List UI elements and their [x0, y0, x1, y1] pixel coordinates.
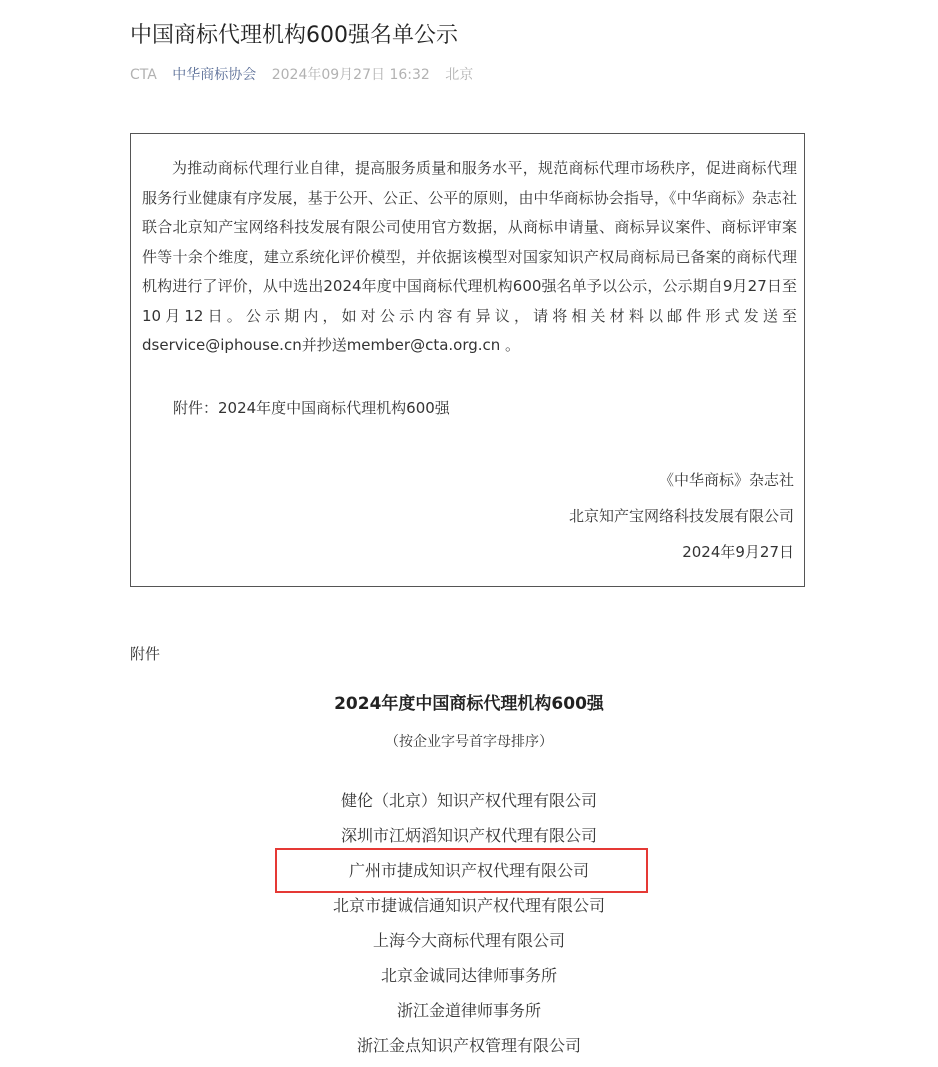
- company-item: 北京金诚同达律师事务所: [380, 966, 557, 985]
- list-subtitle: （按企业字号首字母排序）: [385, 734, 553, 750]
- signature-magazine: 《中华商标》杂志社: [658, 471, 794, 489]
- company-item: 健伦（北京）知识产权代理有限公司: [340, 791, 597, 810]
- company-item: 浙江金点知识产权管理有限公司: [356, 1036, 581, 1055]
- company-list: [0, 787, 938, 1067]
- attachment-label: 附件: [130, 645, 161, 663]
- company-item: 北京市捷诚信通知识产权代理有限公司: [332, 896, 605, 915]
- publish-location: 北京: [445, 67, 474, 83]
- article-title: 中国商标代理机构600强名单公示: [130, 23, 458, 48]
- company-item: 上海今大商标代理有限公司: [372, 931, 565, 950]
- signature-date: 2024年9月27日: [682, 543, 794, 561]
- account-name-link[interactable]: 中华商标协会: [172, 67, 257, 83]
- signature-company: 北京知产宝网络科技发展有限公司: [568, 507, 794, 525]
- company-item-highlighted: 广州市捷成知识产权代理有限公司: [348, 861, 589, 880]
- notice-body-text: 为推动商标代理行业自律，提高服务质量和服务水平，规范商标代理市场秩序，促进商标代理服务行业健康有序发展，基于公开、公正、公平的原则，由中华商标协会指导，《中华商标》杂志社联合北京知产宝网络科技发展有限公司使用官方数据，从商标申请量、商标异议案件、商标评审案件等十余个维度，建立系统化评价模型，并依据该模型对国家知识产权局商标局已备案的商标代理机构进行了评价，从中选出2024年度中国商标代理机构600强名单予以公示，公示期自9月27日至10月12日。公示期内，如对公示内容有异议，请将相关材料以邮件形式发送至dservice@iphouse.cn并抄送member@cta.org.cn 。: [142, 159, 797, 354]
- highlight-box: [275, 848, 648, 893]
- notice-attachment-line: 附件：2024年度中国商标代理机构600强: [173, 399, 450, 417]
- notice-box: [130, 133, 805, 587]
- list-title: 2024年度中国商标代理机构600强: [334, 694, 604, 714]
- company-item: 浙江金道律师事务所: [396, 1001, 541, 1020]
- company-item: 深圳市江炳滔知识产权代理有限公司: [340, 826, 597, 845]
- publish-datetime: 2024年09月27日 16:32: [271, 67, 430, 83]
- article-meta: [130, 64, 484, 86]
- meta-tag: CTA: [130, 67, 157, 83]
